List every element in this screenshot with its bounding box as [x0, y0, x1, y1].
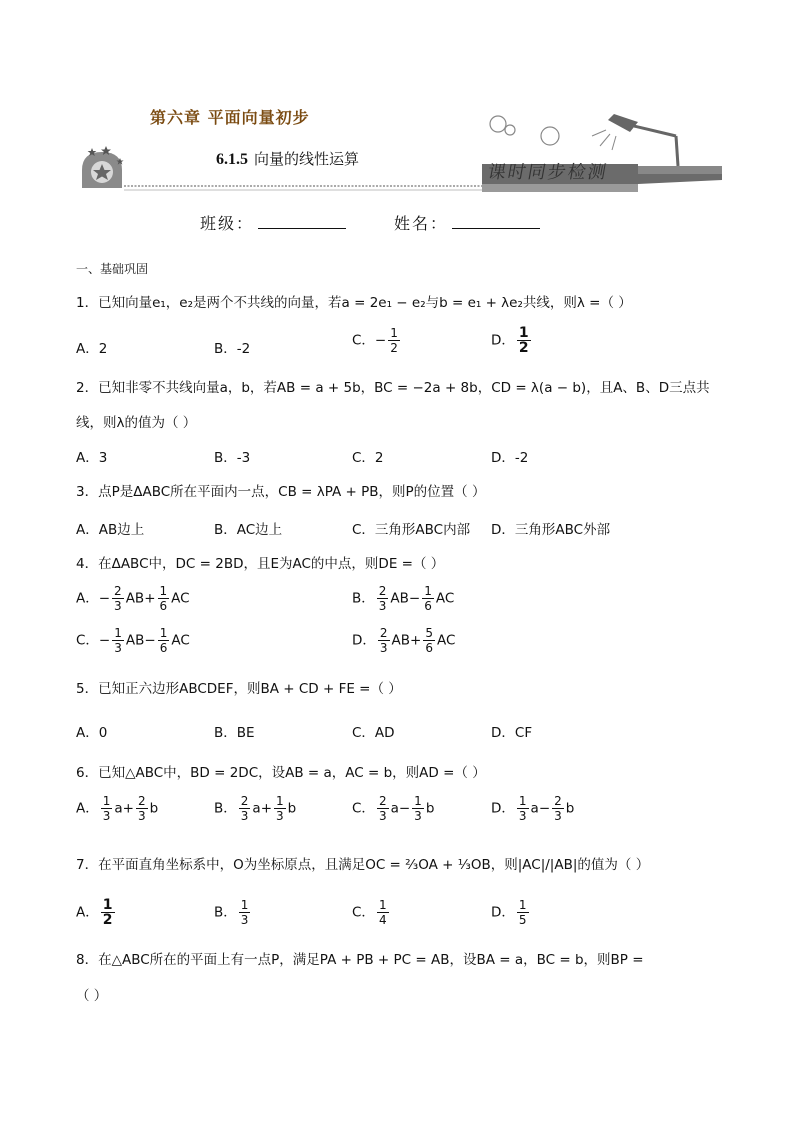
class-blank[interactable] — [258, 214, 346, 229]
question-7: 7．在平面直角坐标系中，O为坐标原点，且满足OC = ⅔OA + ⅓OB，则|AC|/|AB|的值为（ ） — [76, 857, 650, 873]
q1-option-a[interactable]: A．2 — [76, 341, 108, 357]
q1-option-c[interactable]: C．− $\frac{1}{2}$ — [352, 326, 398, 355]
name-label: 姓名： — [394, 214, 449, 233]
q3-option-d[interactable]: D．三角形ABC外部 — [491, 522, 611, 538]
q3-option-a[interactable]: A．AB边上 — [76, 522, 145, 538]
question-2-line-2: 线，则λ的值为（ ） — [76, 415, 197, 431]
class-field — [200, 211, 346, 234]
q2-option-a[interactable]: A．3 — [76, 450, 108, 466]
q5-option-c[interactable]: C．AD — [352, 725, 395, 741]
q6-option-d[interactable]: D． $\frac{1}{3}$ a− $\frac{2}{3}$ b — [491, 794, 575, 823]
q5-option-a[interactable]: A．0 — [76, 725, 108, 741]
q5-option-d[interactable]: D．CF — [491, 725, 533, 741]
question-8-line-1: 8．在△ABC所在的平面上有一点P，满足PA + PB + PC = AB，设BA = a，BC = b，则BP = — [76, 952, 644, 968]
q2-option-d[interactable]: D．-2 — [491, 450, 529, 466]
q7-option-a[interactable]: A． $\frac{1}{2}$ — [76, 897, 113, 928]
question-3: 3．点P是ΔABC所在平面内一点，CB = λPA + PB，则P的位置（ ） — [76, 484, 486, 500]
q6-option-a[interactable]: A． $\frac{1}{3}$ a+ $\frac{2}{3}$ b — [76, 794, 159, 823]
question-8-line-2: （ ） — [76, 988, 108, 1004]
banner-title: 课时同步检测 — [485, 162, 610, 183]
q4-option-c[interactable]: C．− $\frac{1}{3}$ AB− $\frac{1}{6}$ AC — [76, 626, 190, 655]
q7-option-d[interactable]: D． $\frac{1}{5}$ — [491, 898, 527, 927]
name-field — [394, 211, 540, 234]
name-blank[interactable] — [452, 214, 540, 229]
question-1: 1．已知向量e₁，e₂是两个不共线的向量，若a = 2e₁ − e₂与b = e₁ + λe₂共线，则λ =（ ） — [76, 295, 632, 311]
class-label: 班级： — [200, 214, 255, 233]
q4-option-b[interactable]: B． $\frac{2}{3}$ AB− $\frac{1}{6}$ AC — [352, 584, 455, 613]
question-5: 5．已知正六边形ABCDEF，则BA + CD + FE =（ ） — [76, 681, 402, 697]
section-number: 6.1.5 — [216, 151, 248, 168]
q1-option-d[interactable]: D． $\frac{1}{2}$ — [491, 325, 529, 356]
q3-option-b[interactable]: B．AC边上 — [214, 522, 283, 538]
q6-option-c[interactable]: C． $\frac{2}{3}$ a− $\frac{1}{3}$ b — [352, 794, 435, 823]
star-badge-icon — [82, 146, 124, 188]
q4-option-d[interactable]: D． $\frac{2}{3}$ AB+ $\frac{5}{6}$ AC — [352, 626, 456, 655]
q7-option-c[interactable]: C． $\frac{1}{4}$ — [352, 898, 387, 927]
q1-option-b[interactable]: B．-2 — [214, 341, 251, 357]
q7-option-b[interactable]: B． $\frac{1}{3}$ — [214, 898, 249, 927]
question-4: 4．在ΔABC中，DC = 2BD，且E为AC的中点，则DE =（ ） — [76, 556, 445, 572]
q2-option-c[interactable]: C．2 — [352, 450, 384, 466]
question-6: 6．已知△ABC中，BD = 2DC，设AB = a，AC = b，则AD =（ ） — [76, 765, 486, 781]
part-title: 一、基础巩固 — [76, 262, 149, 276]
chapter-title: 第六章 平面向量初步 — [150, 108, 310, 127]
section-title — [216, 148, 359, 169]
q4-option-a[interactable]: A．− $\frac{2}{3}$ AB+ $\frac{1}{6}$ AC — [76, 584, 190, 613]
question-2-line-1: 2．已知非零不共线向量a，b，若AB = a + 5b，BC = −2a + 8b，CD = λ(a − b)，且A、B、D三点共 — [76, 380, 710, 396]
q2-option-b[interactable]: B．-3 — [214, 450, 251, 466]
q6-option-b[interactable]: B． $\frac{2}{3}$ a+ $\frac{1}{3}$ b — [214, 794, 297, 823]
q5-option-b[interactable]: B．BE — [214, 725, 255, 741]
section-name: 向量的线性运算 — [254, 150, 360, 168]
q3-option-c[interactable]: C．三角形ABC内部 — [352, 522, 471, 538]
